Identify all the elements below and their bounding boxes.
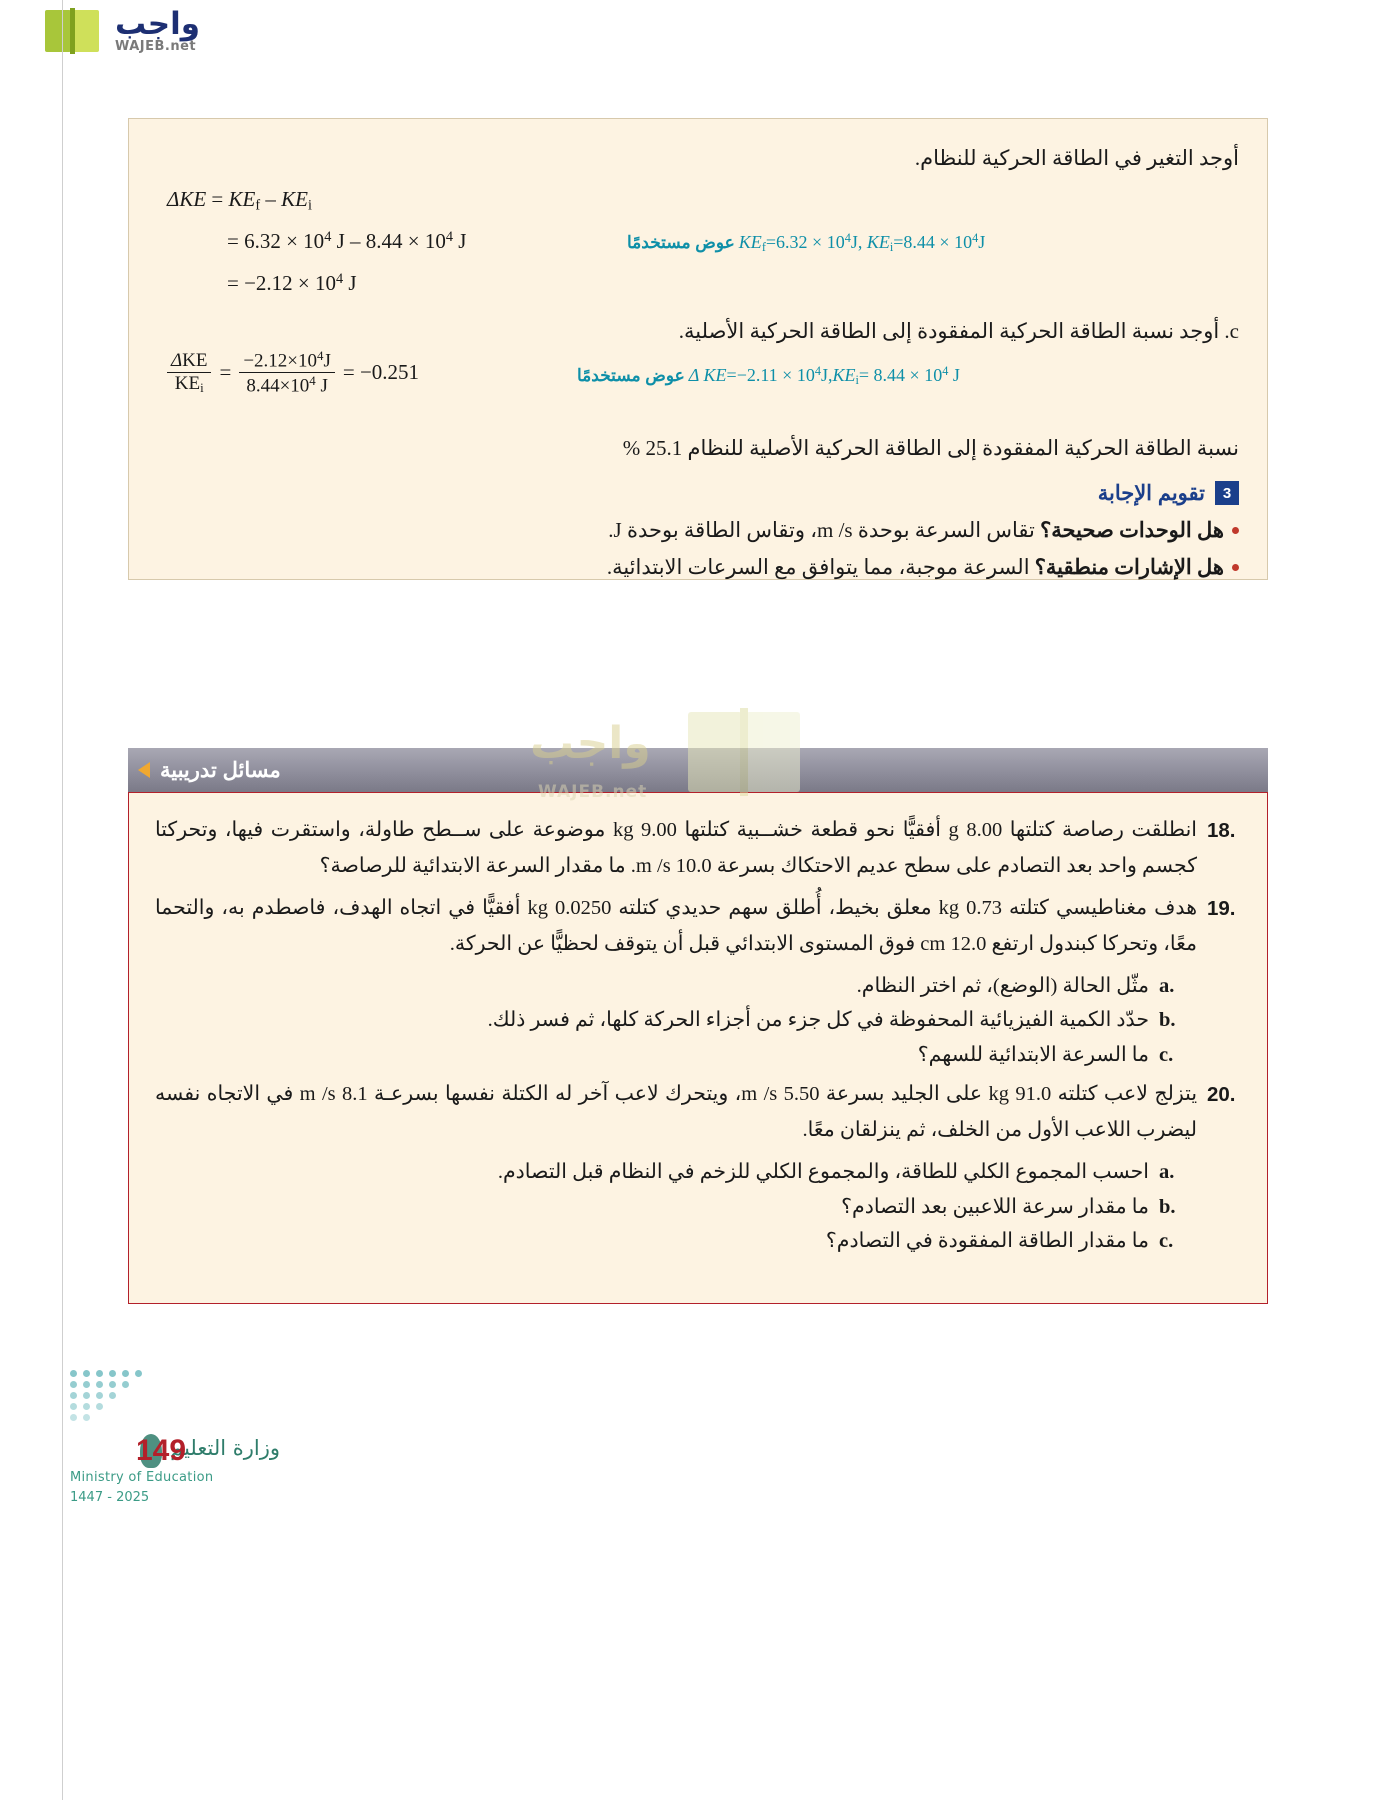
- check-answer-1: تقاس السرعة بوحدة m /s، وتقاس الطاقة بوحدة J.: [608, 517, 1041, 542]
- page-edge-rule: [62, 0, 63, 1800]
- bullet-dot-icon: [1232, 564, 1239, 571]
- problem-text: يتزلج لاعب كتلته 91.0 kg على الجليد بسرعة 5.50 m /s، ويتحرك لاعب آخر له الكتلة نفسها بسرعـة 8.1 m /s في الاتجاه نفسه ليضرب اللاعب الأول من الخلف، ثم ينزلقان معًا.: [155, 1083, 1198, 1141]
- practice-problems-title: مسائل تدريبية: [160, 758, 281, 782]
- subitem-letter: c.: [1159, 1230, 1174, 1253]
- practice-problems-header: [128, 748, 1268, 792]
- page-number: 149: [136, 1434, 187, 1467]
- substitution-hint-label-2: عوض مستخدمًا: [577, 365, 685, 385]
- problem-text: انطلقت رصاصة كتلتها 8.00 g أفقيًّا نحو قطعة خشــبية كتلتها 9.00 kg موضوعة على ســطح طاولة، واستقرت فيها، وتحركتا كجسم واحد بعد التصادم على سطح عديم الاحتكاك بسرعة 10.0 m /s. ما مقدار السرعة الابتدائية للرصاصة؟: [155, 819, 1197, 877]
- ratio-fraction-right: $\frac{-2.12\times 10^4J}{8.44\times 10^4 J}$: [239, 348, 335, 398]
- check-question-2: هل الإشارات منطقية؟: [1034, 554, 1224, 579]
- bullet-dot-icon: [1232, 527, 1239, 534]
- decorative-dots: [70, 1370, 190, 1426]
- substitution-hint-1: $KE_f=6.32 \times 10^4J$, $KE_i=8.44 \times 10^4J$ عوض مستخدمًا: [627, 230, 986, 254]
- practice-problem: [155, 1077, 1241, 1149]
- subitem-text: ما السرعة الابتدائية للسهم؟: [917, 1044, 1149, 1067]
- problem-subitem: [155, 969, 1241, 1004]
- site-watermark-top: [0, 0, 200, 62]
- subitem-text: ما مقدار سرعة اللاعبين بعد التصادم؟: [841, 1195, 1149, 1218]
- problem-number: 19.: [1207, 896, 1236, 920]
- subitem-letter: c.: [1159, 1044, 1174, 1067]
- subitem-text: مثّل الحالة (الوضع)، ثم اختر النظام.: [856, 974, 1149, 997]
- ratio-calculation: $\frac{\text{ΔKE}}{KE_i}$ = $\frac{-2.12\times 10^4J}{8.44\times 10^4 J}$ = −0.251 Δ $KE=-2.11 \times 10^4J,KE_i= 8.44 \times 10^4$ J عوض مستخدمًا: [157, 348, 1239, 422]
- book-icon: [45, 6, 103, 56]
- watermark-english-text: WAJEB.net: [114, 39, 197, 54]
- edition-year: 2025 - 1447: [70, 1490, 150, 1505]
- problem-subitem: [155, 1190, 1241, 1225]
- practice-problem: [155, 813, 1241, 885]
- subitem-letter: b.: [1159, 1195, 1176, 1218]
- watermark-large-english: WAJEB.net: [538, 782, 648, 802]
- subitem-text: ما مقدار الطاقة المفقودة في التصادم؟: [825, 1230, 1149, 1253]
- page-footer: [70, 1370, 320, 1550]
- ministry-name-english: Ministry of Education: [70, 1470, 214, 1485]
- check-answer-2: السرعة موجبة، مما يتوافق مع السرعات الابتدائية.: [606, 554, 1035, 579]
- problem-subitem: [155, 1038, 1241, 1073]
- check-item: [157, 518, 1239, 543]
- ratio-answer: نسبة الطاقة الحركية المفقودة إلى الطاقة الحركية الأصلية للنظام 25.1 %: [622, 435, 1239, 460]
- step-number-badge: 3: [1215, 481, 1239, 505]
- watermark-arabic-text: واجب: [114, 6, 200, 42]
- step-title: تقويم الإجابة: [1097, 481, 1205, 505]
- problem-subitem: [155, 1224, 1241, 1259]
- problem-number: 20.: [1207, 1083, 1236, 1107]
- triangle-right-icon: [138, 762, 150, 778]
- subitem-text: حدّد الكمية الفيزيائية المحفوظة في كل جزء من أجزاء الحركة كلها، ثم فسر ذلك.: [487, 1009, 1149, 1032]
- problem-subitem: [155, 1003, 1241, 1038]
- subitem-text: احسب المجموع الكلي للطاقة، والمجموع الكلي للزخم في النظام قبل التصادم.: [497, 1160, 1149, 1183]
- ratio-fraction-left: $\frac{\text{ΔKE}}{KE_i}$: [167, 350, 211, 396]
- watermark-large-arabic: واجب: [530, 718, 651, 769]
- check-item: [157, 555, 1239, 580]
- equation-line-3: = $-2.12 \times 10^4$ J: [227, 270, 357, 295]
- equation-line-2: = $6.32 \times 10^4$ $J - 8.44 \times 10^4$ J: [227, 228, 467, 253]
- problem-text: هدف مغناطيسي كتلته 0.73 kg معلق بخيط، أُطلق سهم حديدي كتلته 0.0250 kg أفقيًّا في اتجاه الهدف، فاصطدم به، والتحما معًا، وتحركا كبندول ارتفع 12.0 cm فوق المستوى الابتدائي قبل أن يتوقف لحظيًّا عن الحركة.: [155, 896, 1198, 955]
- practice-problems-box: [128, 792, 1268, 1304]
- subitem-letter: b.: [1159, 1009, 1176, 1032]
- part-c-prompt: c. أوجد نسبة الطاقة الحركية المفقودة إلى الطاقة الحركية الأصلية.: [678, 318, 1239, 343]
- problem-number: 18.: [1207, 819, 1236, 842]
- ministry-name-arabic: وزارة التعليم: [170, 1436, 280, 1460]
- solution-prompt: أوجد التغير في الطاقة الحركية للنظام.: [914, 146, 1239, 170]
- check-question-1: هل الوحدات صحيحة؟: [1040, 517, 1224, 542]
- problem-subitem: [155, 1155, 1241, 1190]
- solution-box: [128, 118, 1268, 580]
- ratio-result: = −0.251: [342, 360, 420, 385]
- subitem-letter: a.: [1159, 1160, 1175, 1183]
- equation-block: [157, 187, 1239, 313]
- subitem-letter: a.: [1159, 974, 1175, 997]
- substitution-hint-label-1: عوض مستخدمًا: [627, 232, 735, 252]
- evaluate-answer-header: [157, 481, 1239, 506]
- substitution-hint-2: Δ $KE=-2.11 \times 10^4J,KE_i= 8.44 \times 10^4$ J عوض مستخدمًا: [577, 363, 960, 387]
- practice-problem: [155, 891, 1241, 963]
- equation-line-1: $\Delta KE = KE_f - KE_i$: [167, 186, 312, 214]
